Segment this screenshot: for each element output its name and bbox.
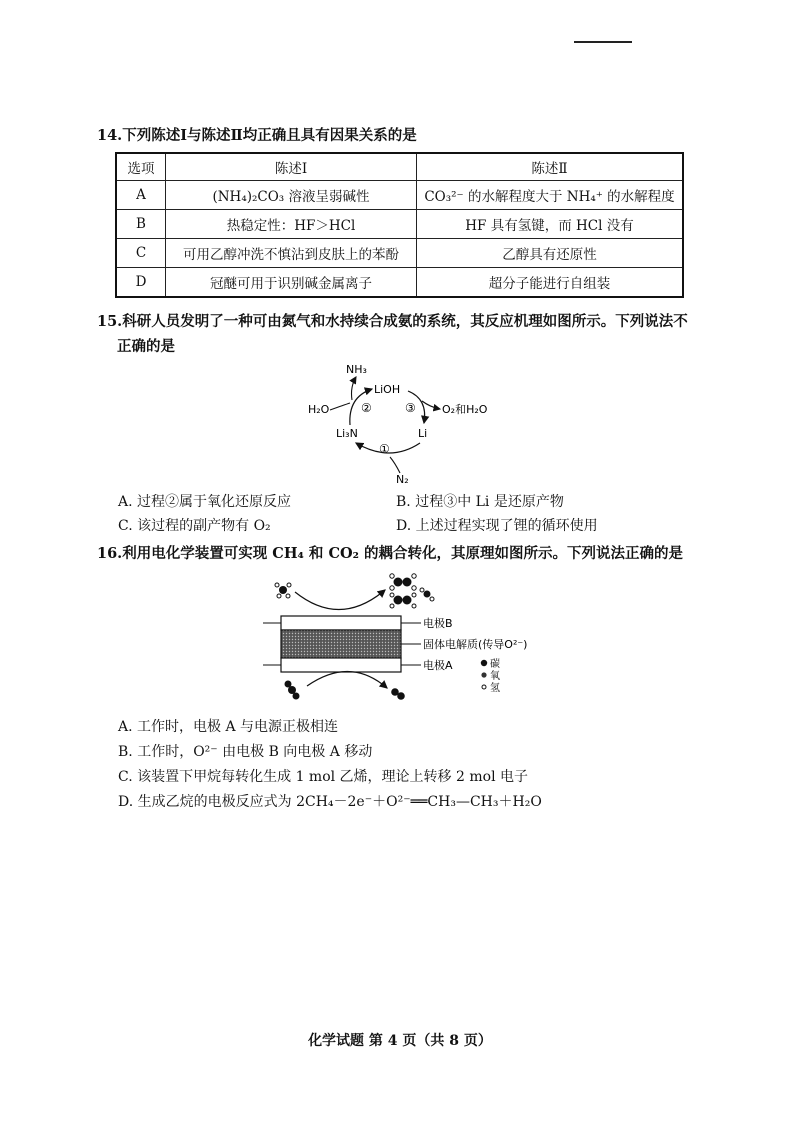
label-li3n: Li₃N [336, 427, 358, 440]
co2-molecule-icon [285, 681, 300, 700]
table-cell: 乙醇具有还原性 [417, 239, 684, 268]
label-electrode-b: 电极B [423, 617, 453, 630]
page-footer: 化学试题 第 4 页（共 8 页） [308, 1033, 492, 1049]
q15-number: 15. [97, 313, 123, 330]
electrode-b-plate [281, 616, 401, 630]
header-cell: 陈述Ⅱ [417, 153, 684, 181]
methane-molecule-icon [275, 583, 291, 598]
q16-number: 16. [97, 545, 123, 562]
table-cell: A [116, 181, 166, 210]
legend-carbon-label: 碳 [490, 659, 500, 670]
q15-stem-line1: 15.科研人员发明了一种可由氮气和水持续合成氨的系统，其反应机理如图所示。下列说法不 [97, 313, 688, 330]
arrow-bottom-flow [307, 671, 387, 688]
table-row [116, 181, 683, 210]
table-cell: 超分子能进行自组装 [417, 268, 684, 298]
legend-hydrogen-label: 氢 [490, 683, 500, 694]
q16-option-b[interactable]: B. 工作时，O²⁻ 由电极 B 向电极 A 移动 [118, 744, 373, 760]
table-cell: CO₃²⁻ 的水解程度大于 NH₄⁺ 的水解程度 [417, 181, 684, 210]
corner-mark [574, 41, 632, 43]
table-cell: HF 具有氢键，而 HCl 没有 [417, 210, 684, 239]
table-row [116, 239, 683, 268]
header-cell: 选项 [116, 153, 166, 181]
legend-hydrogen-dot [482, 685, 486, 689]
ethylene-molecule-icon [390, 574, 416, 590]
q16-option-d[interactable]: D. 生成乙烷的电极反应式为 2CH₄－2e⁻＋O²⁻══CH₃—CH₃＋H₂O [118, 794, 542, 810]
arrow-o2-out [422, 401, 440, 409]
ethane-molecule-icon [390, 593, 416, 608]
table-header-row [116, 153, 683, 181]
q16-option-a[interactable]: A. 工作时，电极 A 与电源正极相连 [118, 719, 339, 735]
label-lioh: LiOH [374, 383, 401, 396]
q15-option-d[interactable]: D. 上述过程实现了锂的循环使用 [396, 518, 598, 534]
table-cell: (NH₄)₂CO₃ 溶液呈弱碱性 [166, 181, 417, 210]
table-row [116, 210, 683, 239]
table-cell: 热稳定性：HF＞HCl [166, 210, 417, 239]
legend-carbon-dot [481, 660, 487, 666]
header-cell: 陈述Ⅰ [166, 153, 417, 181]
label-step2: ② [361, 401, 372, 415]
q16-electrochemical-cell-diagram [255, 566, 555, 706]
label-li: Li [418, 427, 428, 440]
label-electrolyte: 固体电解质(传导O²⁻) [423, 638, 528, 651]
arrow-h2o-in [330, 403, 350, 410]
table-cell: C [116, 239, 166, 268]
legend-oxygen-dot [481, 672, 486, 677]
table-row [116, 268, 683, 298]
legend-oxygen-label: 氧 [490, 671, 500, 682]
q14-number: 14. [97, 127, 123, 144]
label-step1: ① [379, 442, 390, 456]
label-electrode-a: 电极A [423, 659, 453, 672]
q15-option-c[interactable]: C. 该过程的副产物有 O₂ [118, 518, 271, 534]
water-molecule-icon [420, 588, 434, 601]
table-cell: 冠醚可用于识别碱金属离子 [166, 268, 417, 298]
q16-option-c[interactable]: C. 该装置下甲烷每转化生成 1 mol 乙烯，理论上转移 2 mol 电子 [118, 769, 528, 785]
q14-table [115, 152, 684, 298]
table-cell: D [116, 268, 166, 298]
table-cell: B [116, 210, 166, 239]
co-molecule-icon [391, 688, 405, 700]
q15-option-a[interactable]: A. 过程②属于氧化还原反应 [118, 494, 292, 510]
solid-electrolyte-layer [281, 630, 401, 658]
arrow-top-flow [295, 590, 385, 610]
arrow-nh3-out [352, 377, 357, 400]
label-o2-h2o: O₂和H₂O [442, 403, 488, 416]
arrow-n2-in [390, 457, 400, 473]
q15-lithium-cycle-diagram [300, 355, 510, 490]
label-n2: N₂ [396, 473, 409, 486]
q14-stem: 14.下列陈述Ⅰ与陈述Ⅱ均正确且具有因果关系的是 [97, 127, 417, 144]
electrode-a-plate [281, 658, 401, 672]
q15-option-b[interactable]: B. 过程③中 Li 是还原产物 [396, 494, 564, 510]
label-step3: ③ [405, 401, 416, 415]
q16-stem: 16.利用电化学装置可实现 CH₄ 和 CO₂ 的耦合转化，其原理如图所示。下列说法正确的是 [97, 545, 684, 562]
label-h2o: H₂O [308, 403, 330, 416]
table-cell: 可用乙醇冲洗不慎沾到皮肤上的苯酚 [166, 239, 417, 268]
q15-stem-line2: 正确的是 [117, 338, 175, 355]
label-nh3: NH₃ [346, 363, 367, 376]
